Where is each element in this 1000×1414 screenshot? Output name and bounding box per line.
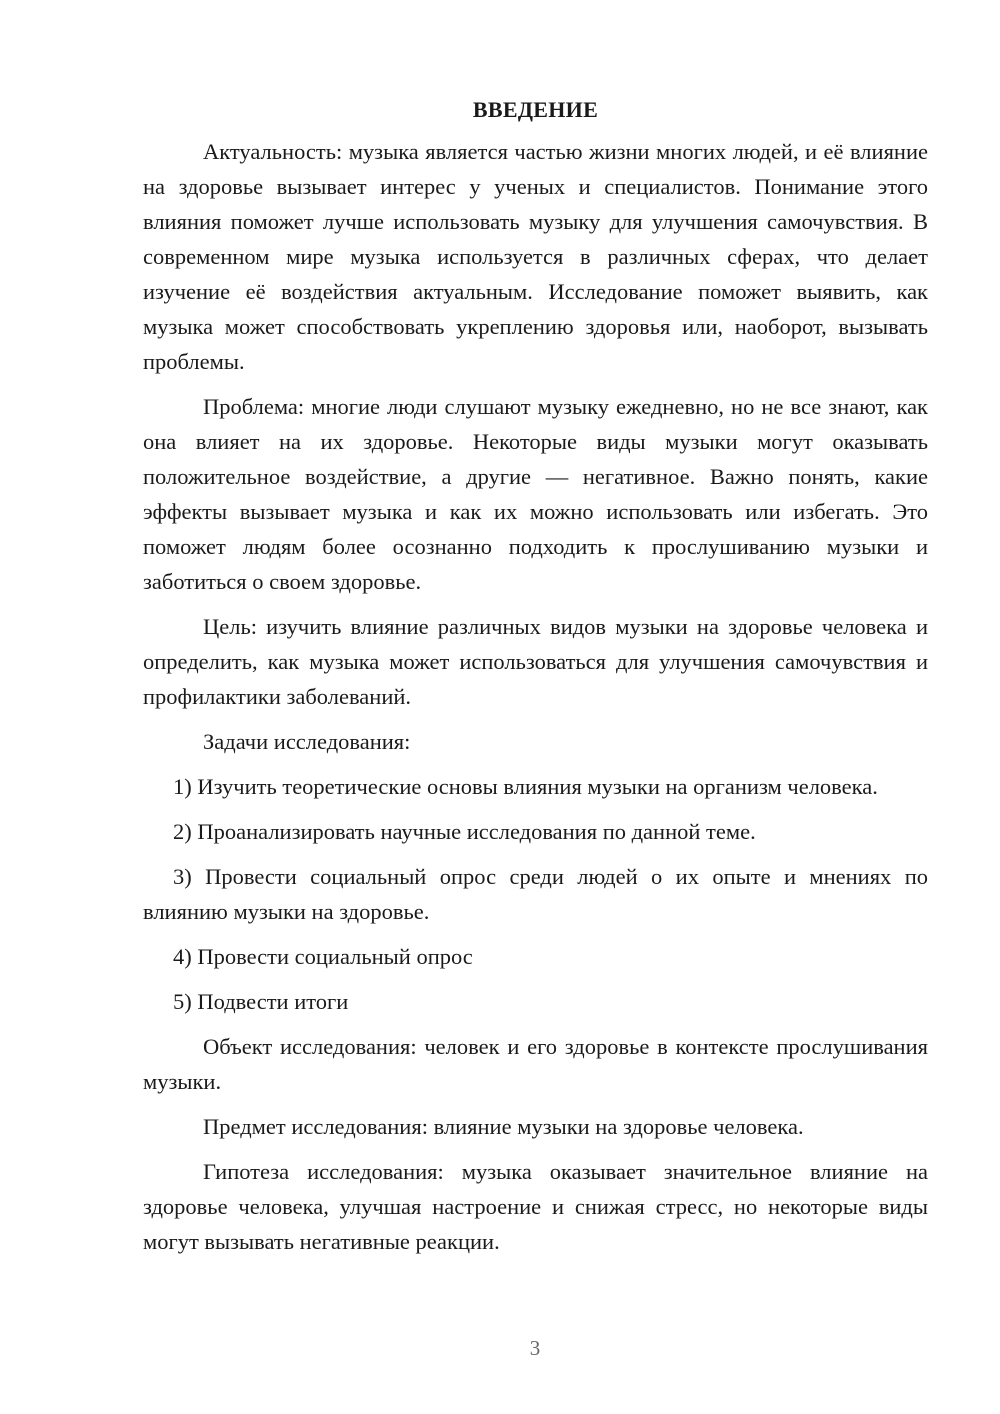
section-heading: ВВЕДЕНИЕ bbox=[472, 97, 599, 122]
paragraph-hypothesis: Гипотеза исследования: музыка оказывает значительное влияние на здоровье человека, улучшая настроение и снижая стресс, но некоторые виды могут вызывать негативные реакции. bbox=[143, 1159, 928, 1254]
paragraph-tasks-intro: Задачи исследования: bbox=[203, 729, 411, 754]
task-item-2: 2) Проанализировать научные исследования по данной теме. bbox=[173, 819, 756, 844]
task-item-4: 4) Провести социальный опрос bbox=[173, 944, 473, 969]
paragraph-subject: Предмет исследования: влияние музыки на здоровье человека. bbox=[203, 1114, 804, 1139]
page-number: 3 bbox=[529, 1336, 541, 1360]
paragraph-object: Объект исследования: человек и его здоровье в контексте прослушивания музыки. bbox=[143, 1034, 928, 1094]
task-item-3: 3) Провести социальный опрос среди людей о их опыте и мнениях по влиянию музыки на здоровье. bbox=[143, 864, 928, 924]
paragraph-problem: Проблема: многие люди слушают музыку ежедневно, но не все знают, как она влияет на их здоровье. Некоторые виды музыки могут оказывать положительное воздействие, а другие — негативное. Важно понять, какие эффекты вызывает музыка и как их можно использовать или избегать. Это поможет людям более осознанно подходить к прослушиванию музыки и заботиться о своем здоровье. bbox=[143, 394, 928, 594]
task-item-5: 5) Подвести итоги bbox=[173, 989, 349, 1014]
paragraph-relevance: Актуальность: музыка является частью жизни многих людей, и её влияние на здоровье вызывает интерес у ученых и специалистов. Понимание этого влияния поможет лучше использовать музыку для улучшения самочувствия. В современном мире музыка используется в различных сферах, что делает изучение её воздействия актуальным. Исследование поможет выявить, как музыка может способствовать укреплению здоровья или, наоборот, вызывать проблемы. bbox=[143, 139, 928, 374]
document-page bbox=[143, 92, 928, 1269]
paragraph-goal: Цель: изучить влияние различных видов музыки на здоровье человека и определить, как музыка может использоваться для улучшения самочувствия и профилактики заболеваний. bbox=[143, 614, 928, 709]
task-item-1: 1) Изучить теоретические основы влияния музыки на организм человека. bbox=[173, 774, 878, 799]
tasks-list bbox=[143, 769, 928, 1019]
